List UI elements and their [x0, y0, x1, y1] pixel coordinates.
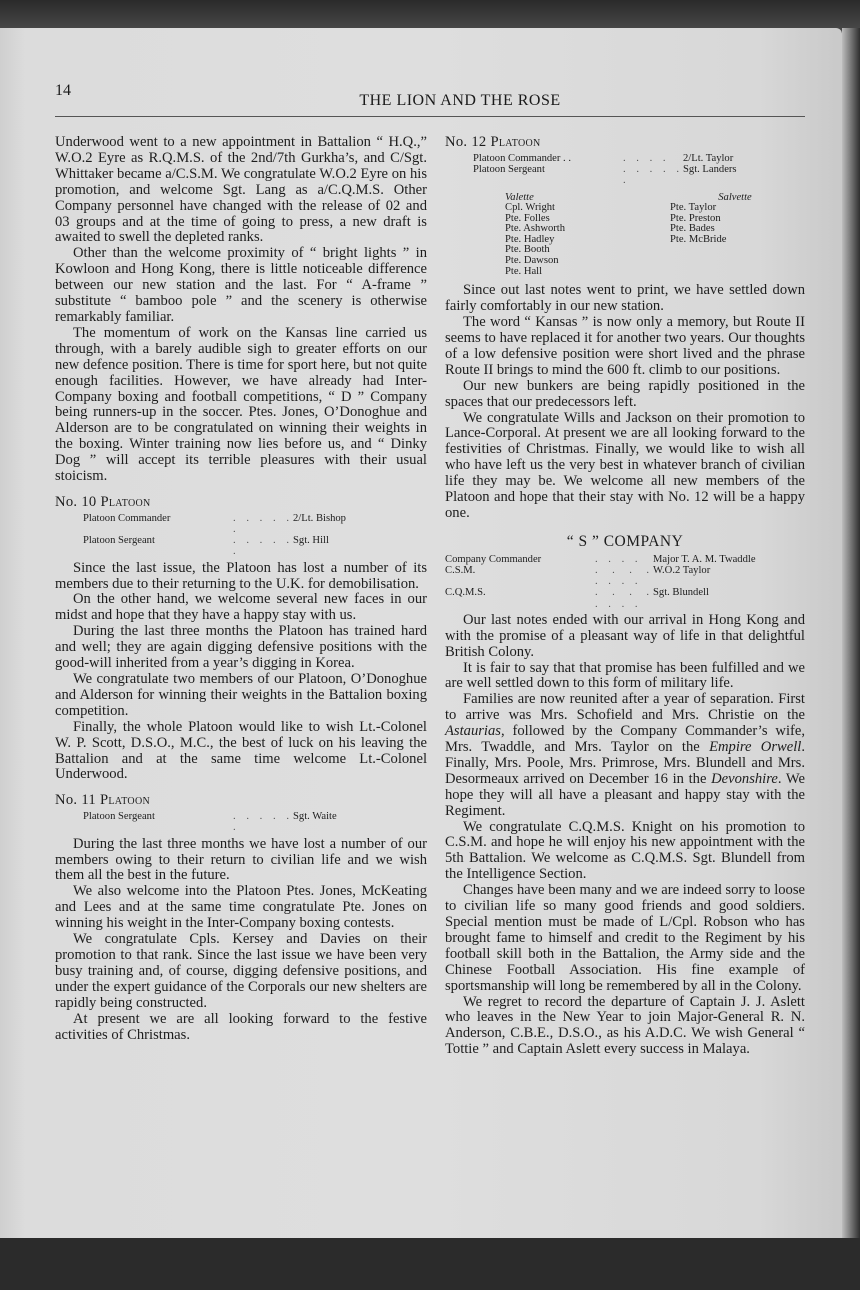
- right-column: [445, 135, 805, 1058]
- section-heading-s-company: “ S ” COMPANY: [566, 532, 684, 550]
- ship-name: Empire Orwell: [709, 739, 802, 756]
- roster-no11: [83, 811, 427, 833]
- leader-dots: . . . . . .: [233, 811, 293, 834]
- list-item: Cpl. Wright: [505, 202, 555, 214]
- roster-role: Platoon Sergeant: [473, 164, 545, 176]
- paragraph: Since the last issue, the Platoon has lost a number of its members due to their returning to the U.K. for demobilisation.: [55, 559, 427, 592]
- paragraph: We also welcome into the Platoon Ptes. Jones, McKeating and Lees and at the same time congratulate Pte. Jones on winning his weight in the Inter-Company boxing contests.: [55, 883, 427, 932]
- list-item: Pte. Ashworth: [505, 223, 566, 235]
- leader-dots: . . . .: [595, 553, 642, 565]
- roster-no10: [83, 513, 427, 558]
- paragraph: We regret to record the departure of Captain J. J. Aslett who leaves in the New Year to join Major-General R. N. Anderson, C.B.E., D.S.O., as his A.D.C. We wish General “ Tottie ” and Captain Aslett every success in Malaya.: [445, 993, 805, 1058]
- paragraph: At present we are all looking forward to the festive activities of Christmas.: [55, 1010, 427, 1043]
- roster-row: [445, 554, 805, 565]
- scan-bottom-border: [0, 1238, 860, 1290]
- leader-dots: . . . .: [623, 152, 670, 164]
- roster-s-company: [445, 554, 805, 610]
- paragraph: The word “ Kansas ” is now only a memory, but Route II seems to have replaced it for another two years. Our thoughts of a low defensive position were short lived and the phrase Route II brings to mind the 600 ft. climb to our positions.: [445, 314, 805, 378]
- paragraph: During the last three months the Platoon has trained hard and well; they are again digging defensive positions with the good-will inherited from a year’s digging in Korea.: [55, 623, 427, 672]
- paragraph-families: [445, 692, 805, 819]
- roster-name: Sgt. Waite: [293, 811, 337, 823]
- roster-role: C.S.M.: [445, 564, 476, 576]
- section-heading-no11-platoon: [55, 793, 427, 809]
- roster-name: Sgt. Landers: [683, 164, 737, 176]
- list-item: Pte. Hall: [505, 265, 543, 277]
- paragraph: It is fair to say that that promise has been fulfilled and we are well settled down to this form of military life.: [445, 659, 805, 692]
- paragraph: Our new bunkers are being rapidly positioned in the spaces that our predecessors left.: [445, 377, 805, 410]
- paragraph: We congratulate two members of our Platoon, O’Donoghue and Alderson for winning their weights in the Battalion boxing competition.: [55, 671, 427, 719]
- paragraph: The momentum of work on the Kansas line carried us through, with a barely audible sigh to greater efforts on our new defence position. There is time for sport here, but not quite enough facilities. However, we have already had Inter-Company boxing and football competitions, “ D ” Company being runners-up in the soccer. Ptes. Jones, O’Donoghue and Alderson are to be congratulated on winning their weights in the boxing. Winter training now lies before us, and “ Dinky Dog ” will accept its terrible pleasures with their usual stoicism.: [55, 324, 427, 485]
- paragraph: We congratulate Cpls. Kersey and Davies on their promotion to that rank. Since the last issue we have been very busy training and, of course, digging defensive positions, and under the expert guidance of the Corporals our new shelters are rapidly being constructed.: [55, 931, 427, 1011]
- paragraph: On the other hand, we welcome several new faces in our midst and hope that they have a happy stay with us.: [55, 591, 427, 624]
- leader-dots: . . . . . .: [623, 164, 683, 187]
- list-item: Pte. Dawson: [505, 255, 559, 267]
- paragraph: During the last three months we have lost a number of our members owing to their return to civilian life and we wish them all the best in the future.: [55, 835, 427, 884]
- heading-number: No. 10: [55, 493, 97, 510]
- paragraph: Finally, the whole Platoon would like to wish Lt.-Colonel W. P. Scott, D.S.O., M.C., the best of luck on his leaving the Battalion and at the same time welcome Lt.-Colonel Underwood.: [55, 718, 427, 783]
- roster-row: [83, 811, 427, 833]
- header-rule: [55, 116, 805, 117]
- roster-role: Platoon Sergeant: [83, 811, 155, 823]
- heading-word: Platoon: [99, 792, 150, 809]
- text-run: Families are now reunited after a year of separation. First to arrive was Mrs. Schofield and Mrs. Christie on the: [445, 691, 805, 724]
- heading-word: Platoon: [490, 134, 541, 150]
- roster-row: [445, 587, 805, 609]
- page-edge-shadow: [842, 28, 860, 1243]
- paragraph: We congratulate C.Q.M.S. Knight on his promotion to C.S.M. and hope he will enjoy his new appointment with the 5th Battalion. We welcome as C.Q.M.S. Sgt. Blundell from the Intelligence Section.: [445, 818, 805, 883]
- roster-no12: [473, 153, 805, 187]
- heading-number: No. 12: [445, 134, 487, 150]
- ship-name: Devonshire: [711, 770, 778, 787]
- roster-name: Sgt. Blundell: [653, 587, 709, 599]
- running-title: THE LION AND THE ROSE: [359, 92, 561, 109]
- roster-row: [83, 535, 427, 557]
- list-item: Pte. McBride: [670, 233, 727, 245]
- roster-name: W.O.2 Taylor: [653, 564, 711, 576]
- paragraph: Our last notes ended with our arrival in Hong Kong and with the promise of a pleasant way of life in that delightful British Colony.: [445, 611, 805, 660]
- paragraph: Underwood went to a new appointment in Battalion “ H.Q.,” W.O.2 Eyre as R.Q.M.S. of the 2nd/7th Gurkha’s, and C/Sgt. Whittaker became a/C.S.M. We congratulate W.O.2 Eyre on his promotion, and welcome Sgt. Lang as a/C.Q.M.S. Other Company personnel have changed with the release of 02 and 03 groups and at the time of going to press, a new draft is awaited to swell the depleted ranks.: [55, 134, 427, 246]
- paragraph: Changes have been many and we are indeed sorry to loose to civilian life so many good friends and good soldiers. Special mention must be made of L/Cpl. Robson who has brought fame to himself and credit to the Regiment by his football skill both in the Battalion, the Army side and the Chinese Football Association. His fine example of sportsmanship will long be remembered by all in the Colony.: [445, 882, 805, 994]
- leader-dots: . . . . . . . .: [595, 587, 653, 610]
- list-item: Pte. Taylor: [670, 202, 717, 214]
- list-item: Pte. Booth: [505, 244, 550, 256]
- roster-row: [83, 513, 427, 535]
- roster-role: Platoon Commander . .: [473, 152, 571, 164]
- roster-name: Major T. A. M. Twaddle: [653, 553, 756, 565]
- roster-row: [473, 153, 805, 164]
- text-run: . We hope they will all have a pleasant and happy stay with the Regiment.: [445, 770, 805, 819]
- list-item: Pte. Bades: [670, 223, 715, 235]
- text-run: , followed by the Company Commander’s wife, Mrs. Twaddle, and Mrs. Taylor on the: [445, 723, 805, 756]
- section-heading-no12-platoon: [445, 135, 805, 151]
- list-item: Pte. Hadley: [505, 233, 555, 245]
- left-column: [55, 135, 427, 1043]
- page-number: 14: [55, 82, 71, 99]
- ship-name: Astaurias: [445, 723, 501, 740]
- roster-row: [445, 565, 805, 587]
- roster-role: Company Commander: [445, 553, 542, 565]
- list-item: Pte. Preston: [670, 212, 721, 224]
- roster-row: [473, 164, 805, 186]
- roster-name: 2/Lt. Bishop: [293, 512, 346, 524]
- valette-list: [505, 193, 670, 278]
- text-run: . Finally, Mrs. Poole, Mrs. Primrose, Mrs. Blundell and Mrs. Desormeaux arrived on December 16 in the: [445, 739, 805, 787]
- roster-role: C.Q.M.S.: [445, 587, 486, 599]
- leader-dots: . . . . . .: [233, 512, 293, 536]
- paragraph: Since out last notes went to print, we have settled down fairly comfortably in our new station.: [445, 282, 805, 315]
- heading-number: No. 11: [55, 792, 96, 809]
- leader-dots: . . . . . . . .: [595, 564, 653, 588]
- paragraph: We congratulate Wills and Jackson on their promotion to Lance-Corporal. At present we are all looking forward to the festivities of Christmas. Finally, we would like to wish all who have left us the very best in whatever branch of civilian life they may be. We welcome all new members of the Platoon and hope that their stay with No. 12 will be a happy one.: [445, 409, 805, 521]
- roster-name: 2/Lt. Taylor: [683, 152, 734, 164]
- list-item: Pte. Folles: [505, 212, 550, 224]
- roster-role: Platoon Commander: [83, 512, 171, 524]
- paragraph: Other than the welcome proximity of “ bright lights ” in Kowloon and Hong Kong, there is little noticeable difference between our new station and the last. For “ A-frame ” substitute “ bamboo pole ” and the scenery is otherwise remarkably familiar.: [55, 245, 427, 325]
- valette-header: Valette: [505, 191, 534, 203]
- roster-name: Sgt. Hill: [293, 535, 329, 547]
- salvette-header: Salvette: [718, 191, 752, 203]
- salvette-list: [670, 193, 800, 278]
- section-heading-no10-platoon: [55, 495, 427, 511]
- leader-dots: . . . . . .: [233, 535, 293, 558]
- member-lists: [505, 193, 805, 278]
- roster-role: Platoon Sergeant: [83, 535, 155, 547]
- heading-word: Platoon: [100, 493, 151, 510]
